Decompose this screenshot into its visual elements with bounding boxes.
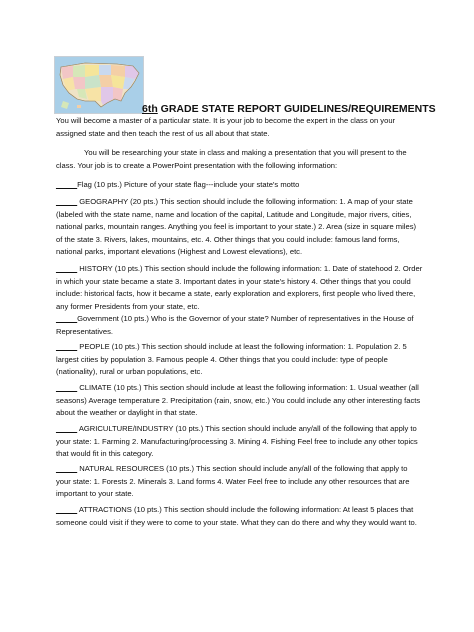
section-text: (10 pts.) Picture of your state flag---include your state's motto [91,180,300,189]
checkbox-blank: _____ [56,424,78,433]
section-government [56,313,424,338]
checkbox-blank: _____ [56,314,78,323]
section-label: GEOGRAPHY [79,197,129,206]
section-text: (10 pts.) This section should include any/all of the following that apply to your state: 1. Farming 2. Manufacturing/processing 3. Mining 4. Fishing Feel free to include any other topics that would fit in this category. [56,424,418,459]
intro-paragraph: You will become a master of a particular state. It is your job to become the expert in the class on your assigned state and then teach the rest of us all about that state. [56,116,396,138]
section-text: (10 pts.) This section should include at least the following information: 1. Usual weather (all seasons) Average temperature 2. Precipitation (rain, snow, etc.) You could include any other interesting facts about the weather or daylight in that state. [56,383,421,418]
section-label: NATURAL RESOURCES [79,464,165,473]
section-label: PEOPLE [79,342,110,351]
checkbox-blank: _____ [56,464,78,473]
us-map-graphic [55,57,143,113]
section-text: (10 pts.) Who is the Governor of your state? Number of representatives in the House of Representatives. [56,314,414,336]
title-grade-number: 6th [142,103,158,115]
section-label: HISTORY [79,264,113,273]
section-people [56,341,424,379]
section-text: (10 pts.) This section should include at least the following information: 1. Population 2. 5 largest cities by population 3. Famous people 4. Other things that you could include: type of people (nationality), rural or urban populations, etc. [56,342,407,377]
section-history [56,263,424,313]
section-natural-resources [56,463,424,501]
checkbox-blank: _____ [56,197,78,206]
checkbox-blank: _____ [56,505,78,514]
title-text: GRADE STATE REPORT GUIDELINES/REQUIREMENTS [160,103,436,115]
section-climate [56,382,424,420]
section-label: Flag [77,180,92,189]
page-title [142,103,436,115]
us-map-image [54,56,144,114]
section-agriculture-industry [56,423,424,461]
section-label: AGRICULTURE/INDUSTRY [78,424,174,433]
section-attractions [56,504,424,529]
section-text: (10 pts.) This section should include the following information: 1. Date of statehood 2. Order in which your state became a state 3. Important dates in your state's history 4. Other things that you could include: historical facts, how it became a state, early exploration and explorers, first people who lived there, any former Presidents from your state, etc. [56,264,423,311]
checkbox-blank: _____ [56,264,78,273]
section-text: (10 pts.) This section should include any/all of the following that apply to your state: 1. Forests 2. Minerals 3. Land forms 4. Water Feel free to include any other resources that are important to your state. [56,464,410,499]
section-text: (20 pts.) This section should include the following information: 1. A map of your state (labeled with the state name, name and location of the capital, Latitude and Longitude, major rivers, cities, national parks, mountain ranges. Anything you feel is important to your state.) 2. Area (size in square miles) of the state 3. Rivers, lakes, mountains, etc. 4. Other things that you could include: famous land forms, national parks, important elevations (Highest and Lowest elevations), etc. [56,197,417,257]
section-label: ATTRACTIONS [78,505,132,514]
checkbox-blank: _____ [56,383,78,392]
checkbox-blank: _____ [56,342,78,351]
section-label: CLIMATE [79,383,112,392]
section-label: Government [77,314,119,323]
checkbox-blank: _____ [56,180,78,189]
section-text: (10 pts.) This section should include the following information: At least 5 places that someone could visit if they were to come to your state. What they can do there and why they would want to. [56,505,417,527]
section-flag [56,179,424,192]
section-geography [56,196,424,259]
instructions-paragraph: You will be researching your state in class and making a presentation that you will present to the class. Your job is to create a PowerPoint presentation with the following information: [56,148,407,170]
